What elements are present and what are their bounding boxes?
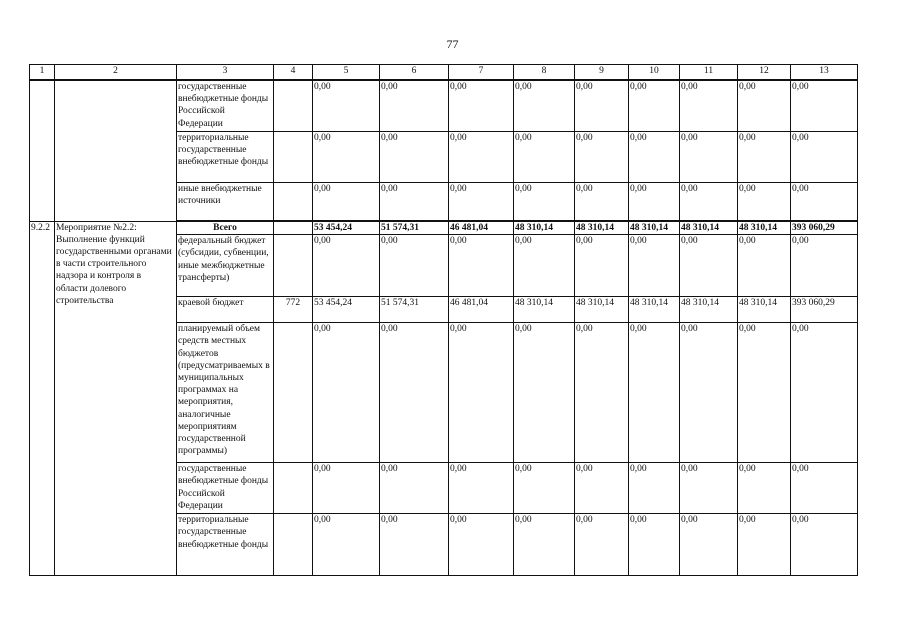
budget-table: [29, 64, 858, 576]
value-cell: 0,00: [791, 235, 858, 297]
value-cell: 0,00: [313, 463, 380, 514]
value-cell: 0,00: [449, 323, 514, 463]
value-cell: 0,00: [514, 514, 575, 576]
value-cell: 0,00: [380, 463, 449, 514]
value-cell: 0,00: [791, 463, 858, 514]
column-header-11: 11: [680, 65, 738, 81]
value-cell: 51 574,31: [380, 221, 449, 235]
value-cell: 0,00: [738, 514, 791, 576]
value-cell: 0,00: [791, 182, 858, 221]
value-cell: 0,00: [449, 131, 514, 182]
budget-code: [274, 182, 313, 221]
value-cell: 0,00: [738, 463, 791, 514]
column-header-12: 12: [738, 65, 791, 81]
value-cell: 0,00: [575, 80, 629, 131]
value-cell: 0,00: [680, 514, 738, 576]
value-cell: 0,00: [449, 235, 514, 297]
value-cell: 0,00: [380, 182, 449, 221]
value-cell: 48 310,14: [629, 221, 680, 235]
value-cell: 0,00: [313, 323, 380, 463]
value-cell: 0,00: [514, 323, 575, 463]
budget-code: 772: [274, 297, 313, 323]
value-cell: 0,00: [380, 131, 449, 182]
value-cell: 0,00: [575, 182, 629, 221]
value-cell: 48 310,14: [680, 297, 738, 323]
value-cell: 0,00: [575, 235, 629, 297]
funding-source: государственные внебюджетные фонды Российской Федерации: [177, 463, 274, 514]
page-number: 77: [446, 37, 459, 51]
value-cell: 0,00: [791, 323, 858, 463]
funding-source: планируемый объем средств местных бюджетов (предусматриваемых в муниципальных программах на мероприятия, аналогичные мероприятиям государственной программы): [177, 323, 274, 463]
value-cell: 48 310,14: [738, 297, 791, 323]
column-header-9: 9: [575, 65, 629, 81]
value-cell: 0,00: [629, 80, 680, 131]
column-header-7: 7: [449, 65, 514, 81]
column-header-5: 5: [313, 65, 380, 81]
value-cell: 48 310,14: [738, 221, 791, 235]
funding-source: территориальные государственные внебюджетные фонды: [177, 131, 274, 182]
value-cell: 48 310,14: [514, 221, 575, 235]
value-cell: 53 454,24: [313, 297, 380, 323]
table-row: [30, 80, 858, 131]
value-cell: 0,00: [449, 182, 514, 221]
value-cell: 0,00: [738, 323, 791, 463]
funding-source: государственные внебюджетные фонды Российской Федерации: [177, 80, 274, 131]
funding-source: федеральный бюджет (субсидии, субвенции, иные межбюджетные трансферты): [177, 235, 274, 297]
value-cell: 0,00: [380, 235, 449, 297]
header-row: [30, 65, 858, 81]
value-cell: 0,00: [380, 514, 449, 576]
value-cell: 48 310,14: [575, 297, 629, 323]
table-row: [30, 221, 858, 235]
value-cell: 0,00: [738, 80, 791, 131]
funding-source: Всего: [177, 221, 274, 235]
column-header-10: 10: [629, 65, 680, 81]
measure-title: Мероприятие №2.2: Выполнение функций государственными органами в части строительного надзора и контроля в области долевого строительства: [55, 221, 177, 576]
value-cell: 0,00: [514, 463, 575, 514]
value-cell: 0,00: [629, 323, 680, 463]
funding-source: краевой бюджет: [177, 297, 274, 323]
value-cell: 0,00: [680, 235, 738, 297]
value-cell: 0,00: [575, 514, 629, 576]
value-cell: 53 454,24: [313, 221, 380, 235]
column-header-6: 6: [380, 65, 449, 81]
value-cell: 0,00: [738, 131, 791, 182]
budget-code: [274, 221, 313, 235]
value-cell: 48 310,14: [514, 297, 575, 323]
value-cell: 393 060,29: [791, 221, 858, 235]
value-cell: 0,00: [514, 131, 575, 182]
value-cell: 0,00: [449, 514, 514, 576]
column-header-4: 4: [274, 65, 313, 81]
value-cell: 0,00: [313, 514, 380, 576]
value-cell: 0,00: [791, 80, 858, 131]
carry-number-cell: [30, 80, 55, 221]
value-cell: 0,00: [313, 80, 380, 131]
value-cell: 0,00: [791, 514, 858, 576]
value-cell: 0,00: [514, 235, 575, 297]
value-cell: 0,00: [575, 463, 629, 514]
budget-code: [274, 80, 313, 131]
budget-code: [274, 463, 313, 514]
column-header-8: 8: [514, 65, 575, 81]
value-cell: 0,00: [629, 131, 680, 182]
value-cell: 0,00: [313, 131, 380, 182]
value-cell: 0,00: [680, 323, 738, 463]
value-cell: 0,00: [680, 182, 738, 221]
value-cell: 0,00: [449, 80, 514, 131]
value-cell: 48 310,14: [680, 221, 738, 235]
value-cell: 0,00: [791, 131, 858, 182]
value-cell: 0,00: [449, 463, 514, 514]
column-header-13: 13: [791, 65, 858, 81]
value-cell: 0,00: [629, 182, 680, 221]
value-cell: 0,00: [738, 235, 791, 297]
value-cell: 0,00: [514, 80, 575, 131]
value-cell: 393 060,29: [791, 297, 858, 323]
value-cell: 0,00: [738, 182, 791, 221]
value-cell: 46 481,04: [449, 221, 514, 235]
value-cell: 0,00: [380, 323, 449, 463]
column-header-1: 1: [30, 65, 55, 81]
value-cell: 46 481,04: [449, 297, 514, 323]
value-cell: 0,00: [575, 131, 629, 182]
value-cell: 0,00: [680, 131, 738, 182]
value-cell: 0,00: [575, 323, 629, 463]
funding-source: территориальные государственные внебюджетные фонды: [177, 514, 274, 576]
value-cell: 0,00: [629, 235, 680, 297]
budget-code: [274, 131, 313, 182]
measure-number: 9.2.2: [30, 221, 55, 576]
value-cell: 0,00: [514, 182, 575, 221]
value-cell: 48 310,14: [629, 297, 680, 323]
funding-source: иные внебюджетные источники: [177, 182, 274, 221]
budget-code: [274, 323, 313, 463]
column-header-2: 2: [55, 65, 177, 81]
budget-code: [274, 514, 313, 576]
budget-code: [274, 235, 313, 297]
table-body: [30, 65, 858, 576]
value-cell: 0,00: [629, 514, 680, 576]
column-header-3: 3: [177, 65, 274, 81]
value-cell: 0,00: [380, 80, 449, 131]
carry-title-cell: [55, 80, 177, 221]
value-cell: 0,00: [313, 182, 380, 221]
value-cell: 0,00: [680, 463, 738, 514]
value-cell: 51 574,31: [380, 297, 449, 323]
value-cell: 0,00: [629, 463, 680, 514]
value-cell: 0,00: [313, 235, 380, 297]
value-cell: 48 310,14: [575, 221, 629, 235]
value-cell: 0,00: [680, 80, 738, 131]
